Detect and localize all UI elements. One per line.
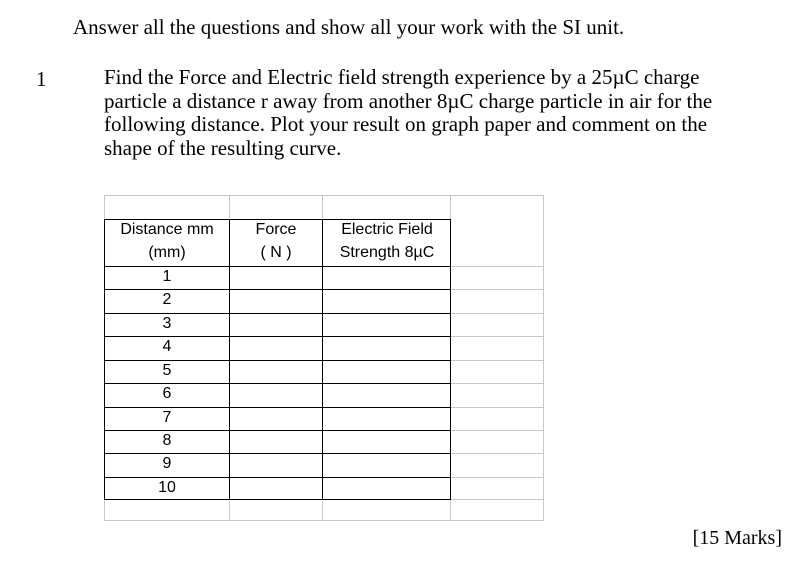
question-line-4: shape of the resulting curve. xyxy=(104,135,342,160)
header-force-line1: Force xyxy=(255,221,297,238)
marks-label: [15 Marks] xyxy=(692,527,782,549)
distance-cell: 3 xyxy=(162,315,172,332)
instruction-text: Answer all the questions and show all your work with the SI unit. xyxy=(73,15,625,39)
question-text xyxy=(104,66,784,160)
question-line-3: following distance. Plot your result on graph paper and comment on the xyxy=(104,112,708,136)
distance-cell: 4 xyxy=(162,338,172,355)
distance-cell: 8 xyxy=(162,432,172,449)
distance-cell: 2 xyxy=(162,291,172,308)
header-field-line1: Electric Field xyxy=(341,221,433,238)
answer-table xyxy=(104,195,544,521)
distance-cell: 1 xyxy=(162,268,172,285)
distance-cell: 6 xyxy=(162,385,172,402)
distance-cell: 10 xyxy=(158,479,176,496)
question-line-1: Find the Force and Electric field strength experience by a 25µC charge xyxy=(104,65,700,89)
distance-cell: 5 xyxy=(162,362,172,379)
distance-cell: 9 xyxy=(162,455,172,472)
header-distance-line2: (mm) xyxy=(148,244,186,261)
question-line-2: particle a distance r away from another 8µC charge particle in air for the xyxy=(104,88,713,113)
header-field-line2: Strength 8µC xyxy=(339,244,435,261)
header-force-line2: ( N ) xyxy=(260,244,292,261)
distance-cell: 7 xyxy=(162,409,172,426)
question-number: 1 xyxy=(36,67,47,91)
header-distance-line1: Distance mm xyxy=(120,221,214,238)
